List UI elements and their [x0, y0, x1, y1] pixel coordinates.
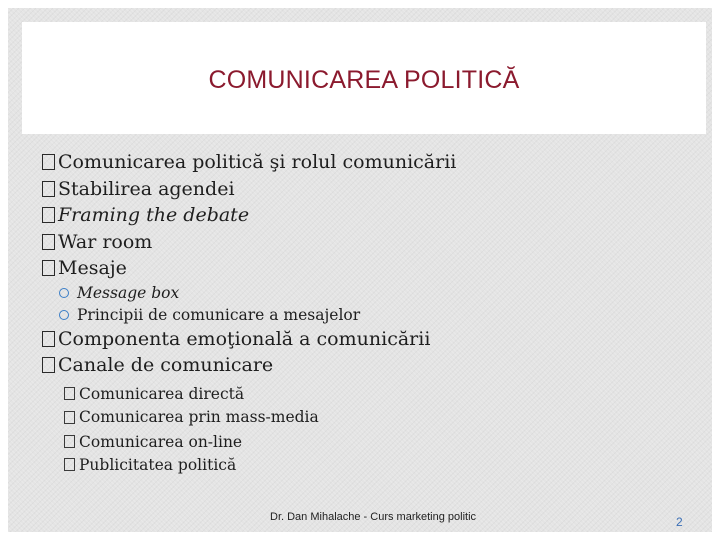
list-item [42, 229, 682, 256]
square-box-icon [42, 207, 55, 223]
square-box-icon [64, 458, 75, 471]
square-box-icon [64, 435, 75, 448]
sub-list-item-text: Comunicarea directă [79, 384, 245, 403]
list-item-text: Componenta emoţională a comunicării [58, 327, 431, 350]
sub-list-item-text: Comunicarea on-line [79, 432, 243, 451]
circle-bullet-icon [59, 310, 69, 320]
square-box-icon [42, 357, 55, 373]
square-box-icon [42, 331, 55, 347]
list-item-text: Canale de comunicare [58, 354, 274, 377]
sub-list-item-text: Message box [77, 283, 180, 302]
bullet-list [42, 149, 682, 476]
page-number: 2 [676, 515, 683, 529]
square-box-icon [64, 411, 75, 424]
sub-list-item [42, 405, 682, 430]
list-item [42, 326, 682, 353]
list-item-text: War room [58, 230, 153, 253]
list-item [42, 149, 682, 176]
slide-footer: Dr. Dan Mihalache - Curs marketing politic [270, 511, 477, 523]
list-item [42, 176, 682, 203]
list-item [42, 255, 682, 282]
sub-list-item-text: Publicitatea politică [79, 455, 237, 474]
list-item-text: Mesaje [58, 257, 127, 280]
circle-bullet-icon [59, 288, 69, 298]
list-item [42, 202, 682, 229]
square-box-icon [64, 387, 75, 400]
sub-list-item [42, 383, 682, 405]
square-box-icon [42, 181, 55, 197]
sub-list-item [42, 430, 682, 454]
square-box-icon [42, 154, 55, 170]
sub-list-item-text: Principii de comunicare a mesajelor [77, 305, 361, 324]
list-item [42, 352, 682, 379]
sub-list-item [42, 454, 682, 476]
square-box-icon [42, 234, 55, 250]
list-item-text: Framing the debate [58, 204, 250, 227]
list-item-text: Stabilirea agendei [58, 177, 235, 200]
square-box-icon [42, 260, 55, 276]
sub-list-item [42, 282, 682, 304]
title-box [22, 22, 706, 134]
slide-title: COMUNICAREA POLITICĂ [208, 66, 520, 94]
list-item-text: Comunicarea politică şi rolul comunicării [58, 151, 457, 174]
slide [8, 8, 712, 532]
sub-list-item [42, 304, 682, 326]
sub-list-item-text: Comunicarea prin mass-media [79, 408, 319, 426]
